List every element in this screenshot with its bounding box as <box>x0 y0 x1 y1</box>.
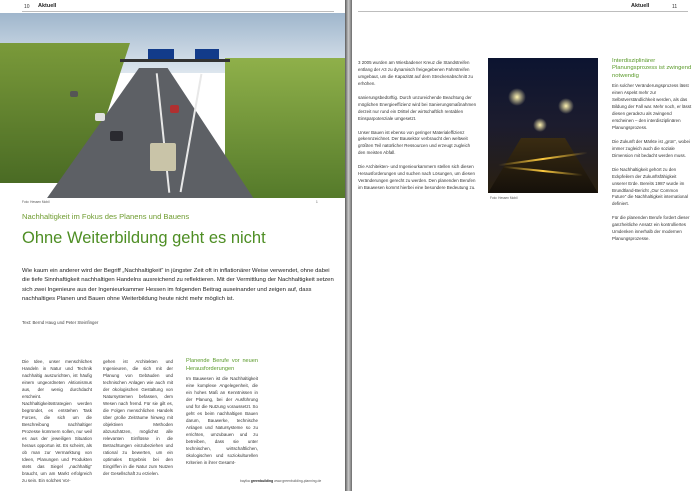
footer-brand: greenbuilding <box>250 479 274 483</box>
car <box>70 91 78 97</box>
byline: Text: Bernd Haug und Peter Steinfinger <box>22 320 99 325</box>
road-sign <box>195 49 219 59</box>
body-text: Ein solcher Veränderungsprozess lässt einen Aspekt mehr zur Selbstverständlichkeit werden, als das Bildung der Fall war. Mehr noch, er lässt diesen geradezu als zwingend erscheinen – den interdisziplinären Planungsprozess. Die Zukunft der Märkte ist „grün“, wobei immer zugleich auch die soziale Dimension mit bedacht werden muss. Die Nachhaltigkeit gehört zu den Eckpfeilern der Zukunftsfähigkeit unserer Erde. Bereits 1987 wurde im Brundtland-Bericht „Our Common Future“ die Nachhaltigkeit international definiert. Für die planenden Berufe fordert dieser ganzheitliche Ansatz ein kontrolliertes Umdenken innerhalb der modernen Planungsprozesse. <box>612 83 692 242</box>
street-light <box>533 118 547 132</box>
night-road-photo <box>488 58 598 193</box>
subheading: Planende Berufe vor neuen Herausforderungen <box>186 358 258 372</box>
body-column-3 <box>186 358 258 471</box>
car <box>170 105 179 113</box>
sign-gantry <box>120 59 230 62</box>
spine-gutter <box>345 0 352 491</box>
footer-label: bayika <box>240 479 250 483</box>
header-rule <box>22 11 334 12</box>
footer <box>240 479 321 483</box>
car <box>110 131 123 141</box>
body-text: gehen ist Architekten und Ingenieuren, die sich mit der Planung von Gebäuden und technischen Anlagen wie auch mit der ökologischen Gestaltung von Natursystemen befassen, dem Wesen nach fremd. Für sie gilt es, die Folgen menschlichen Handels über große Zeiträume hinweg mit objektiven Methoden abzuschätzen, möglichst alle relevanten Einflüsse in die Betrachtungen einzubeziehen und rational zu bewerten, um ein optimales Ergebnis bei den Eingriffen in die Natur zum Nutzen der Gesellschaft zu erzielen. <box>103 359 173 477</box>
road-sign <box>148 49 174 59</box>
body-column-a <box>358 60 478 197</box>
article-title: Ohne Weiterbildung geht es nicht <box>22 229 266 247</box>
body-column-2 <box>103 358 173 482</box>
body-text: Im Bauwesen ist die Nachhaltigkeit eine komplexe Angelegenheit, die ein hohes Maß an Kenntnissen in der Planung, bei der Ausführung und für die Nutzung voraussetzt. So geht es beim nachhaltigen Bauen darum, Bauwerke, technische Anlagen und Natursysteme so zu errichten, umzubauen und zu betreiben, dass sie unter technischen, wirtschaftlichen, ökologischen und soziokulturellen Kriterien in ihrer Gesamt- <box>186 376 258 466</box>
kicker: Nachhaltigkeit im Fokus des Planens und Bauens <box>22 212 190 221</box>
highway-photo <box>0 13 345 198</box>
body-text: Die Idee, unser menschliches Handeln in Natur und Technik nachhaltig auszurichten, ist häufig einem ungeordneten Aktionismus aus, der wenig durchdacht erscheint. Nachhaltigkeitsstrategien werden begründet, es entstehen Task Forces, die sich um die Beschreibung nachhaltiger Prozesse kümmern sollen, nur weil es aus der jeweiligen Situation heraus opportun ist. Es scheint, als ob man zur Vermarktung von Ideen, Planungen und Produkten stets das Siegel „nachhaltig“ braucht, um am Markt erfolgreich zu sein. Ein solches Vor- <box>22 359 92 484</box>
bus <box>150 143 176 171</box>
body-column-b <box>612 58 692 248</box>
photo-credit: Foto: Hessen Mobil <box>22 200 50 204</box>
car <box>95 113 105 121</box>
section-label: Aktuell <box>38 3 57 9</box>
body-column-1 <box>22 358 92 489</box>
photo-index: 1 <box>316 200 318 204</box>
footer-url: www.greenbuilding-planning.de <box>274 479 322 483</box>
street-light <box>558 98 574 114</box>
section-label: Aktuell <box>631 3 650 9</box>
lead-text: Wie kaum ein anderer wird der Begriff „Nachhaltigkeit“ in jüngster Zeit oft in inflationärer Weise verwendet, ohne dabei die tiefe Sinnhaftigkeit nachhaltigen Handelns ausreichend zu reflektieren. Mit der Vermittlung der Nachhaltigkeit setzen sich zwei Ingenieure aus der Ingenieurkammer Hessen im folgenden Beitrag auseinander und zeigen auf, dass nachhaltiges Planen und Bauen ohne Weiterbildung heute nicht mehr möglich ist. <box>22 268 334 303</box>
photo-credit: Foto: Hessen Mobil <box>490 196 518 200</box>
subheading: Interdisziplinärer Planungsprozess ist zwingend notwendig <box>612 58 692 79</box>
body-text: 3 2005 wurden am Wiesbadener Kreuz die Standstreifen entlang der A3 zu dynamisch freigegebenen Fahrstreifen umgebaut, um die Kapazität auf dem Streckenabschnitt zu erhöhen. sanierungsbedürftig. Durch unzureichende Beachtung der möglichen Energieeffizienz wird bei Sanierungsmaßnahmen derzeit nur rund ein Drittel der wirtschaftlich rentablen Einsparpotenziale umgesetzt. Unser Bauen ist ebenso von geringer Materialeffizienz gekennzeichnet. Der Bausektor verbraucht den weltweit größten Teil natürlicher Ressourcen und erzeugt zugleich den meisten Abfall. Die Architekten- und Ingenieurkammern stellen sich diesen Herausforderungen und suchen nach Lösungen, um diesen Veränderungen gerecht zu werden. Den planenden Berufen im Bauwesen kommt hierbei eine besondere Bedeutung zu. <box>358 60 477 191</box>
header-rule <box>358 11 688 12</box>
street-light <box>508 88 526 106</box>
page-number: 11 <box>672 4 678 10</box>
page-number: 10 <box>24 4 30 10</box>
photo-hill-right <box>225 58 345 198</box>
left-page <box>0 0 345 491</box>
right-page <box>352 0 700 491</box>
